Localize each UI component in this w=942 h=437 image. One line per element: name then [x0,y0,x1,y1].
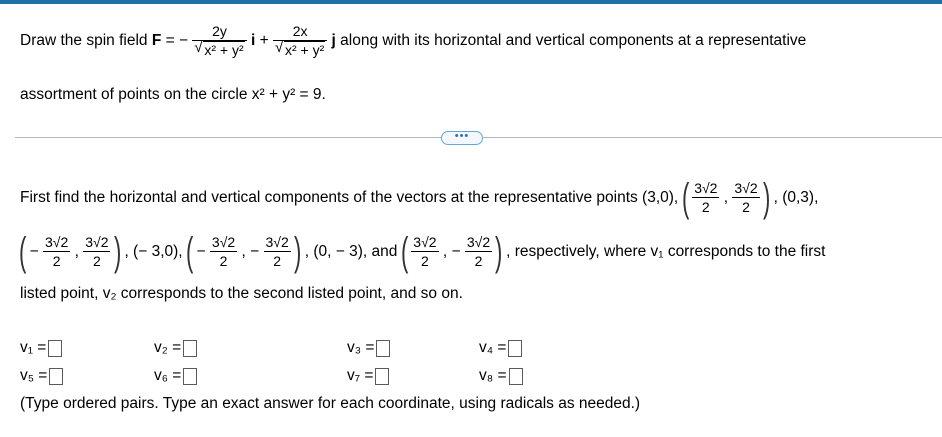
radicand: x² + y² [284,42,325,58]
point-text: , (0, − 3), and [304,243,398,260]
fraction-numerator: 2x [273,23,327,41]
top-accent-bar [0,0,942,4]
left-paren: ( [681,176,689,220]
comma: , [74,243,79,261]
answer-input-v2[interactable] [183,340,197,357]
expand-more-button[interactable]: ••• [441,131,483,145]
answer-label: v₄ = [479,339,507,356]
point-pos-neg [411,234,492,270]
num: 3√2 [85,234,109,250]
question-line-2 [20,232,825,272]
neg: − [29,243,39,261]
right-paren: ) [113,230,122,274]
answer-label: v₅ = [20,367,48,384]
point-neg-neg [197,234,291,270]
answer-input-v8[interactable] [509,368,523,385]
answer-input-v3[interactable] [376,340,390,357]
draw-text: Draw the spin field [20,32,148,49]
problem-text-continued: along with its horizontal and vertical components at a representative [340,32,807,49]
answer-label: v₂ = [154,339,182,356]
den: 2 [273,253,282,269]
den: 2 [219,253,228,269]
left-paren: ( [18,230,27,274]
fraction-denominator [192,41,246,59]
point-text: , (− 3,0), [124,243,183,260]
fraction-j-component [273,23,327,59]
answer-v7 [347,367,389,385]
answer-input-v4[interactable] [508,340,522,357]
j-vector: j [331,32,336,49]
answer-v2 [154,339,197,357]
question-text-tail: , respectively, where v₁ corresponds to the first [506,243,826,260]
point-pos-pos [692,180,759,216]
den: 2 [52,253,61,269]
den: 2 [742,199,750,215]
den: 2 [421,253,429,269]
left-paren: ( [400,230,408,274]
den: 2 [474,253,483,269]
fraction-i-component [192,23,246,59]
comma: , [723,189,729,207]
answer-v1 [20,339,62,357]
question-line-3: listed point, v₂ corresponds to the second listed point, and so on. [20,285,463,302]
right-paren: ) [495,230,503,274]
num: 3√2 [694,180,718,196]
answer-label: v₃ = [347,339,375,356]
radicand: x² + y² [204,42,244,58]
radical-sign-icon: √ [274,39,284,56]
num: 3√2 [413,234,437,250]
num: 3√2 [466,234,491,250]
fraction-denominator [273,41,327,59]
answer-v3 [347,339,390,357]
comma: , [241,243,246,261]
question-text-tail: , (0,3), [773,189,819,206]
i-vector: i [250,32,256,49]
field-symbol: F [151,32,162,49]
neg: − [196,243,206,261]
num: 3√2 [45,234,69,250]
answer-input-v6[interactable] [183,368,197,385]
answer-label: v₁ = [20,339,47,356]
num: 3√2 [734,180,758,196]
problem-statement-line-2: assortment of points on the circle x² + y² = 9. [20,86,326,103]
plus-sign: + [259,32,269,49]
answer-label: v₈ = [479,367,507,384]
sqrt-expression [194,39,244,59]
question-line-1 [20,178,818,218]
question-text: First find the horizontal and vertical components of the vectors at the representative points (3,0), [20,189,679,206]
answer-v8 [479,367,523,385]
answer-label: v₇ = [347,367,374,384]
den: 2 [701,199,710,215]
answer-v6 [154,367,197,385]
num: 3√2 [265,234,289,250]
answer-label: v₆ = [154,367,182,384]
problem-statement-line-1 [20,23,806,59]
radical-sign-icon: √ [194,39,203,56]
answer-input-v5[interactable] [49,368,63,385]
answer-input-v1[interactable] [48,340,62,357]
right-paren: ) [294,230,302,274]
den: 2 [92,253,101,269]
answer-input-v7[interactable] [375,368,389,385]
neg: − [250,243,260,261]
left-paren: ( [185,230,194,274]
neg: − [451,243,461,261]
comma: , [442,243,448,261]
minus-sign: − [178,32,189,49]
instruction-text: (Type ordered pairs. Type an exact answer for each coordinate, using radicals as needed.) [20,395,641,412]
right-paren: ) [762,176,771,220]
equals-sign: = [165,32,175,49]
num: 3√2 [211,234,236,250]
point-neg-pos [30,234,111,270]
answer-v5 [20,367,63,385]
answer-v4 [479,339,522,357]
sqrt-expression [274,39,325,59]
fraction-numerator: 2y [192,23,246,41]
